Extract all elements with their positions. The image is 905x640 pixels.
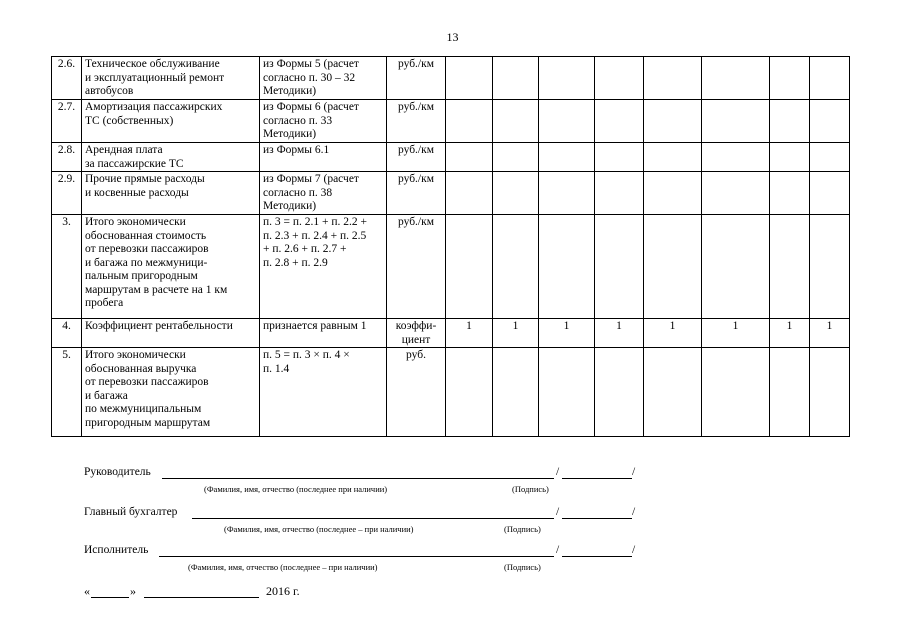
row-number: 3. <box>52 215 82 319</box>
row-number: 5. <box>52 348 82 437</box>
value-cell: 1 <box>702 319 770 348</box>
row-number: 2.6. <box>52 57 82 100</box>
row-calculation-source: из Формы 5 (расчет согласно п. 30 – 32 Методики) <box>260 57 387 100</box>
date-close-quote: » <box>130 584 136 598</box>
row-calculation-source: п. 5 = п. 3 × п. 4 × п. 1.4 <box>260 348 387 437</box>
date-line <box>84 584 344 600</box>
signature-director-slash-2: / <box>632 466 636 478</box>
value-cell: 1 <box>493 319 539 348</box>
value-cell: 1 <box>810 319 850 348</box>
value-cell: 1 <box>539 319 595 348</box>
row-indicator-name: Прочие прямые расходы и косвенные расходы <box>82 172 260 215</box>
page-number: 13 <box>446 30 459 44</box>
value-cell <box>702 57 770 100</box>
value-cell <box>595 348 644 437</box>
signature-accountant-label: Главный бухгалтер <box>84 506 178 518</box>
value-cell <box>446 215 493 319</box>
value-cell: 1 <box>770 319 810 348</box>
value-cell <box>810 57 850 100</box>
value-cell: 1 <box>446 319 493 348</box>
value-cell <box>446 57 493 100</box>
date-month-blank <box>144 597 259 598</box>
signature-accountant-sign-line <box>562 518 632 519</box>
value-cell <box>493 172 539 215</box>
signature-executor-sign-line <box>562 556 632 557</box>
signature-executor-sign-caption: (Подпись) <box>504 562 541 572</box>
signature-executor-name-caption: (Фамилия, имя, отчество (последнее – при наличии) <box>188 562 378 572</box>
value-cell <box>770 57 810 100</box>
table-row <box>52 172 850 215</box>
value-cell <box>770 100 810 143</box>
signature-executor-name-line <box>159 556 554 557</box>
value-cell <box>702 348 770 437</box>
value-cell <box>493 348 539 437</box>
value-cell <box>539 172 595 215</box>
row-calculation-source: п. 3 = п. 2.1 + п. 2.2 + п. 2.3 + п. 2.4 + п. 2.5 + п. 2.6 + п. 2.7 + п. 2.8 + п. 2.9 <box>260 215 387 319</box>
value-cell <box>770 143 810 172</box>
signature-accountant-name-caption: (Фамилия, имя, отчество (последнее – при наличии) <box>224 524 414 534</box>
signature-executor-slash-2: / <box>632 544 636 556</box>
value-cell <box>493 57 539 100</box>
signature-director-sign-caption: (Подпись) <box>512 484 549 494</box>
row-indicator-name: Итого экономически обоснованная стоимость от перевозки пассажиров и багажа по межмуници- пальным пригородным маршрутам в расчете на 1 км пробега <box>82 215 260 319</box>
row-unit: руб./км <box>387 100 446 143</box>
row-unit: руб. <box>387 348 446 437</box>
cost-table <box>51 56 850 437</box>
signature-director-label: Руководитель <box>84 466 151 478</box>
row-unit: коэффи- циент <box>387 319 446 348</box>
value-cell <box>595 215 644 319</box>
row-number: 4. <box>52 319 82 348</box>
signature-accountant-sign-caption: (Подпись) <box>504 524 541 534</box>
value-cell <box>770 172 810 215</box>
table-row <box>52 100 850 143</box>
value-cell <box>539 215 595 319</box>
row-indicator-name: Арендная плата за пассажирские ТС <box>82 143 260 172</box>
row-calculation-source: из Формы 7 (расчет согласно п. 38 Методики) <box>260 172 387 215</box>
value-cell <box>810 215 850 319</box>
signature-director-sign-line <box>562 478 632 479</box>
value-cell <box>446 100 493 143</box>
signature-director-slash-1: / <box>556 466 560 478</box>
value-cell <box>810 143 850 172</box>
value-cell <box>595 57 644 100</box>
signature-accountant-slash-2: / <box>632 506 636 518</box>
table-row <box>52 143 850 172</box>
value-cell <box>810 348 850 437</box>
value-cell <box>810 172 850 215</box>
table-row <box>52 348 850 437</box>
row-calculation-source: признается равным 1 <box>260 319 387 348</box>
value-cell <box>539 143 595 172</box>
value-cell <box>702 172 770 215</box>
value-cell: 1 <box>595 319 644 348</box>
value-cell <box>644 172 702 215</box>
row-calculation-source: из Формы 6 (расчет согласно п. 33 Методики) <box>260 100 387 143</box>
value-cell <box>644 348 702 437</box>
row-indicator-name: Техническое обслуживание и эксплуатационный ремонт автобусов <box>82 57 260 100</box>
signature-accountant-slash-1: / <box>556 506 560 518</box>
value-cell <box>493 215 539 319</box>
date-day-blank <box>91 597 129 598</box>
value-cell <box>493 143 539 172</box>
value-cell <box>644 100 702 143</box>
signature-executor-label: Исполнитель <box>84 544 149 556</box>
row-unit: руб./км <box>387 215 446 319</box>
row-number: 2.9. <box>52 172 82 215</box>
signature-executor-slash-1: / <box>556 544 560 556</box>
value-cell <box>770 348 810 437</box>
row-indicator-name: Амортизация пассажирских ТС (собственных) <box>82 100 260 143</box>
value-cell <box>644 215 702 319</box>
value-cell <box>539 100 595 143</box>
value-cell <box>446 143 493 172</box>
value-cell <box>493 100 539 143</box>
row-indicator-name: Итого экономически обоснованная выручка от перевозки пассажиров и багажа по межмуниципальным пригородным маршрутам <box>82 348 260 437</box>
value-cell <box>595 100 644 143</box>
row-unit: руб./км <box>387 57 446 100</box>
date-open-quote: « <box>84 584 90 598</box>
signature-director-name-line <box>162 478 554 479</box>
value-cell <box>539 57 595 100</box>
table-row <box>52 319 850 348</box>
value-cell <box>644 57 702 100</box>
row-indicator-name: Коэффициент рентабельности <box>82 319 260 348</box>
value-cell <box>702 143 770 172</box>
row-calculation-source: из Формы 6.1 <box>260 143 387 172</box>
row-number: 2.8. <box>52 143 82 172</box>
table-row <box>52 215 850 319</box>
value-cell <box>539 348 595 437</box>
value-cell <box>595 143 644 172</box>
table-row <box>52 57 850 100</box>
value-cell <box>595 172 644 215</box>
row-number: 2.7. <box>52 100 82 143</box>
value-cell <box>446 348 493 437</box>
value-cell <box>702 100 770 143</box>
row-unit: руб./км <box>387 143 446 172</box>
value-cell <box>770 215 810 319</box>
date-year: 2016 г. <box>266 584 300 598</box>
value-cell <box>644 143 702 172</box>
value-cell: 1 <box>644 319 702 348</box>
signature-executor <box>84 544 636 576</box>
value-cell <box>702 215 770 319</box>
signature-director <box>84 466 636 498</box>
signature-accountant-name-line <box>192 518 554 519</box>
value-cell <box>446 172 493 215</box>
signature-accountant <box>84 506 636 538</box>
value-cell <box>810 100 850 143</box>
row-unit: руб./км <box>387 172 446 215</box>
signature-director-name-caption: (Фамилия, имя, отчество (последнее при наличии) <box>204 484 388 494</box>
